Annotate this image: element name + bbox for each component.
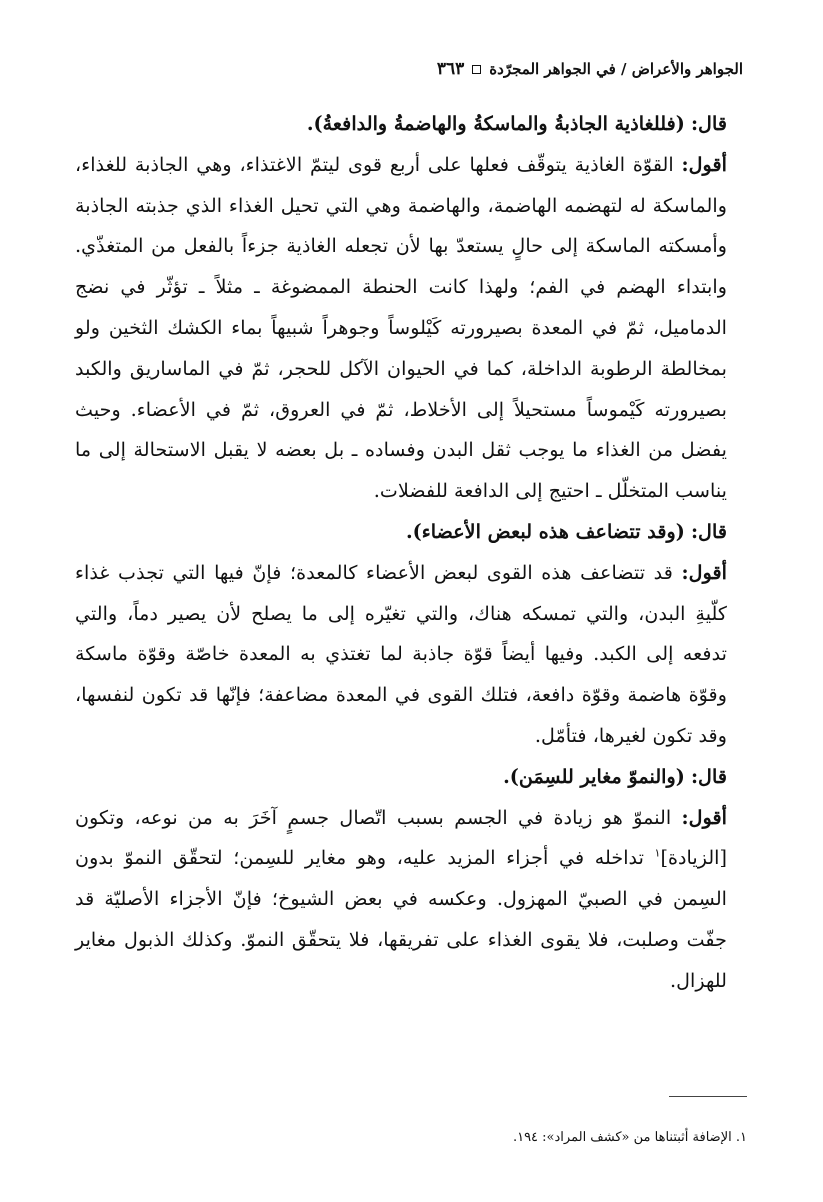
- speaker-label: قال:: [690, 764, 727, 788]
- paragraph-aqulu-3: [75, 798, 747, 1002]
- speaker-label: أقول:: [681, 152, 727, 176]
- speaker-label: أقول:: [681, 805, 727, 829]
- paragraph-aqulu-1: [75, 145, 747, 512]
- page-number: ٣٦٣: [436, 59, 465, 79]
- paragraph-aqulu-2: [75, 553, 747, 757]
- running-title: الجواهر والأعراض / في الجواهر المجرّدة: [489, 60, 743, 78]
- commentary-text: القوّة الغاذية يتوقّف فعلها على أربع قوى ليتمّ الاغتذاء، وهي الجاذبة للغذاء، والماسكة له لتهضمه الهاضمة، والهاضمة وهي التي تحيل الغذاء الذي جذبته الجاذبة وأمسكته الماسكة إلى حالٍ يستعدّ بها لأن تجعله الغاذية جزءاً بالفعل من المتغذّي. وابتداء الهضم في الفم؛ ولهذا كانت الحنطة الممضوغة ـ مثلاً ـ تؤثّر في نضج الدماميل، ثمّ في المعدة بصيرورته كَيْلوساً وجوهراً شبيهاً بماء الكشك الثخين ولو بمخالطة الرطوبة الداخلة، كما في الحيوان الآكل للحجر، ثمّ في الماساريق والكبد بصيرورته كَيْموساً مستحيلاً إلى الأخلاط، ثمّ في العروق، ثمّ في الأعضاء. وحيث يفضل من الغذاء ما يوجب ثقل البدن وفساده ـ بل بعضه لا يقبل الاستحالة إلى ما يناسب المتخلّل ـ احتيج إلى الدافعة للفضلات.: [75, 152, 727, 503]
- paragraph-qala-3: [75, 757, 747, 798]
- footnote: ١. الإضافة أثبتناها من «كشف المراد»: ١٩٤.: [512, 1130, 747, 1145]
- quoted-matn: (وقد تتضاعف هذه لبعض الأعضاء).: [405, 519, 685, 543]
- speaker-label: أقول:: [681, 560, 727, 584]
- commentary-text: النموّ هو زيادة في الجسم بسبب اتّصال جسمٍ آخَرَ به من نوعه، وتكون [الزيادة]: [75, 805, 727, 870]
- speaker-label: قال:: [690, 519, 727, 543]
- footnote-reference[interactable]: ١: [654, 846, 661, 860]
- commentary-text: تداخله في أجزاء المزيد عليه، وهو مغاير للسِمن؛ لتحقّق النموّ بدون السِمن في الصبيّ المهزول. وعكسه في بعض الشيوخ؛ فإنّ الأجزاء الأصليّة قد جفّت وصلبت، فلا يقوى الغذاء على تفريقها، فلا يتحقّق النموّ. وكذلك الذبول مغاير للهزال.: [75, 846, 727, 992]
- commentary-text: قد تتضاعف هذه القوى لبعض الأعضاء كالمعدة؛ فإنّ فيها التي تجذب غذاء كلّيةِ البدن، والتي تمسكه هناك، والتي تغيّره إلى ما يصلح لأن يصير دماً، والتي تدفعه إلى الكبد. وفيها أيضاً قوّة جاذبة لما تغتذي به المعدة خاصّة وقوّة ماسكة وقوّة هاضمة وقوّة دافعة، فتلك القوى في المعدة مضاعفة؛ فإنّها قد تكون لنفسها، وقد تكون لغيرها، فتأمّل.: [75, 560, 727, 747]
- running-header: [75, 56, 743, 82]
- quoted-matn: (فللغاذية الجاذبةُ والماسكةُ والهاضمةُ والدافعةُ).: [306, 112, 685, 135]
- page-body: [75, 104, 747, 1002]
- paragraph-qala-2: [75, 512, 747, 553]
- footnote-divider: [669, 1096, 747, 1097]
- quoted-matn: (والنموّ مغاير للسِمَن).: [503, 764, 685, 788]
- paragraph-qala-1: [75, 104, 747, 145]
- speaker-label: قال:: [690, 112, 727, 135]
- header-separator-square: [472, 65, 481, 74]
